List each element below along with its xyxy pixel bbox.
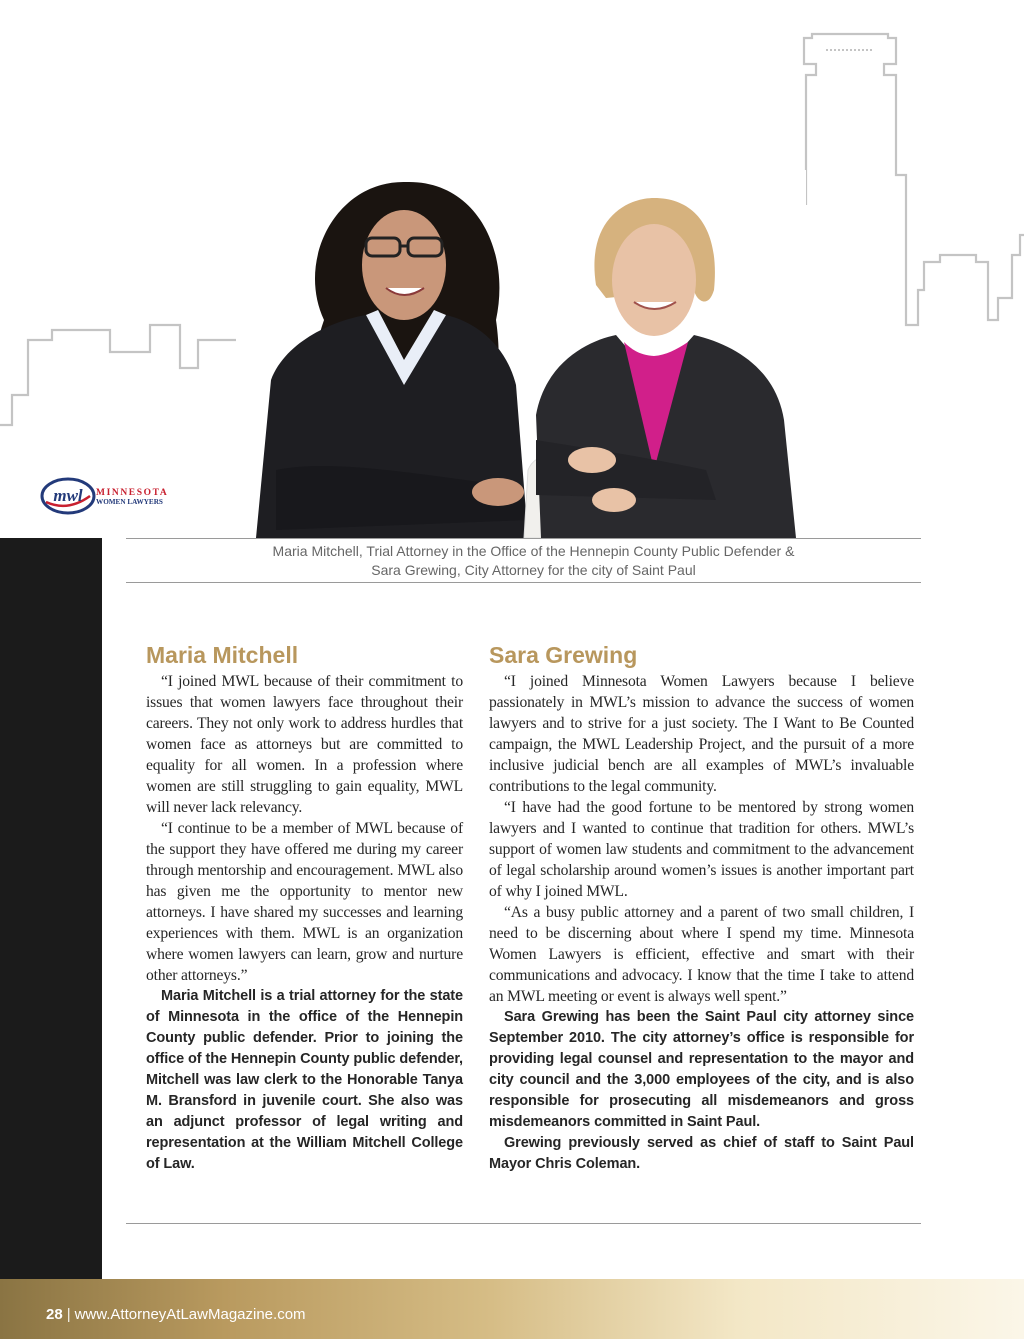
caption-line-1: Maria Mitchell, Trial Attorney in the Office of the Hennepin County Public Defender &: [272, 543, 795, 559]
column-heading: Sara Grewing: [489, 642, 638, 668]
svg-text:MINNESOTA: MINNESOTA: [96, 488, 169, 498]
page-footer: [46, 1306, 306, 1323]
maria-mitchell-column: [146, 640, 463, 1175]
quote-paragraph: “I joined MWL because of their commitment to issues that women lawyers face throughout their careers. They not only work to address hurdles that women face as attorneys but are committed to equality for all women. In a profession where women are still struggling to gain equality, MWL will never lack relevancy.: [146, 673, 463, 816]
bio-paragraph: Sara Grewing has been the Saint Paul city attorney since September 2010. The city attorney’s office is responsible for providing legal counsel and representation to the mayor and city council and the 3,000 employees of the city, and is also responsible for prosecuting all misdemeanors and gross misdemeanors committed in Saint Paul.: [489, 1009, 914, 1130]
column-heading: Maria Mitchell: [146, 642, 299, 668]
bottom-rule: [126, 1223, 921, 1224]
sara-grewing-column: [489, 640, 914, 1175]
caption-top-rule: [126, 538, 921, 539]
quote-paragraph: “I joined Minnesota Women Lawyers because I believe passionately in MWL’s mission to advance the success of women lawyers and to strive for a just society. The I Want to Be Counted campaign, the MWL Leadership Project, and the pursuit of a more inclusive judicial bench are all examples of MWL’s invaluable contributions to the legal community.: [489, 673, 914, 795]
bio-paragraph: Maria Mitchell is a trial attorney for the state of Minnesota in the office of the Hennepin County public defender. Prior to joining the office of the Hennepin County public defender, Mitchell was law clerk to the Honorable Tanya M. Bransford in juvenile court. She also was an adjunct professor of legal writing and representation at the William Mitchell College of Law.: [146, 988, 463, 1172]
quote-paragraph: “I have had the good fortune to be mentored by strong women lawyers and I wanted to continue that tradition for others. MWL’s support of women law students and commitment to the advancement of legal scholarship around women’s issues is another important part of why I joined MWL.: [489, 799, 914, 900]
page-number: 28: [46, 1306, 63, 1323]
caption-bottom-rule: [126, 582, 921, 583]
magazine-url: www.AttorneyAtLawMagazine.com: [74, 1306, 306, 1323]
svg-text:mwl: mwl: [53, 486, 83, 505]
footer-separator: |: [66, 1306, 71, 1323]
quote-paragraph: “As a busy public attorney and a parent of two small children, I need to be discerning about where I spend my time. Minnesota Women Lawyers is efficient, effective and smart with their communications and advocacy. I know that the time I take to attend an MWL meeting or event is always well spent.”: [489, 904, 914, 1005]
mwl-logo: [40, 476, 175, 516]
quote-paragraph: “I continue to be a member of MWL because of the support they have offered me during my career through mentorship and encouragement. MWL also has given me the opportunity to mentor new attorneys. I have shared my successes and learning experiences with them. MWL is an organization where women lawyers can learn, grow and nurture other attorneys.”: [146, 820, 463, 984]
portrait-photo: [236, 170, 806, 538]
side-accent-bar: [0, 538, 102, 1279]
svg-text:WOMEN LAWYERS: WOMEN LAWYERS: [96, 498, 163, 506]
bio-paragraph: Grewing previously served as chief of staff to Saint Paul Mayor Chris Coleman.: [489, 1135, 914, 1172]
photo-caption: [126, 542, 941, 580]
caption-line-2: Sara Grewing, City Attorney for the city of Saint Paul: [371, 562, 696, 578]
